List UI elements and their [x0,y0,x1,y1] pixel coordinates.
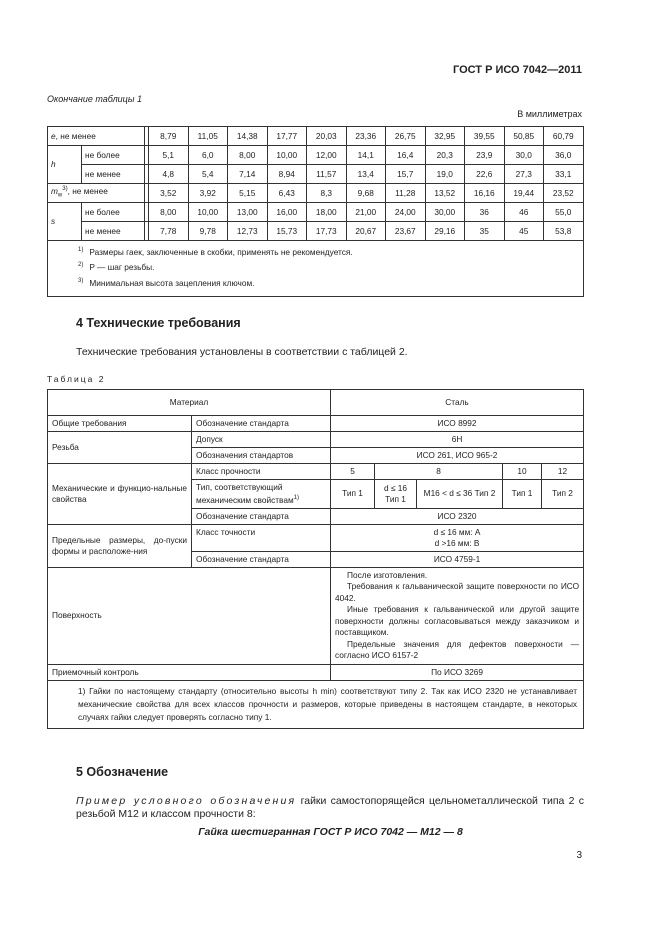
table-cell: 16,00 [267,203,307,222]
table-cell: 24,00 [386,203,426,222]
surface-requirement: После изготовления. [347,569,428,580]
table-cell: 3,92 [188,184,228,203]
table-cell: 10,00 [267,146,307,165]
thread-label: Резьба [48,432,192,464]
section5-title: 5 Обозначение [76,765,169,779]
accuracy-label: Класс точности [192,524,331,551]
footnote: $^{2)}$ P — шаг резьбы. [78,262,155,273]
thread-std-label: Обозначения стандартов [192,448,331,464]
class-label: Класс прочности [192,464,331,480]
footnote: $^{1)}$ Размеры гаек, заключенные в скобки, применять не рекомендуется. [78,246,353,257]
designation-example: Гайка шестигранная ГОСТ Р ИСО 7042 — М12 — 8 [198,826,463,838]
table-row [48,203,584,222]
table-cell: 36,0 [544,146,584,165]
table-cell: 7,78 [149,222,189,241]
table1-notes [48,241,584,297]
table-cell: 8,94 [267,165,307,184]
steel-header: Сталь [331,390,584,416]
table-cell: 50,85 [504,127,544,146]
table-cell: 15,73 [267,222,307,241]
accuracy-value: d ≤ 16 мм: A d >16 мм: B [331,524,584,551]
table-cell: 39,55 [465,127,505,146]
mech-std-value: ИСО 2320 [331,508,584,524]
table-row [48,127,584,146]
type-12: Тип 2 [542,480,584,509]
table-cell: 30,00 [425,203,465,222]
table1-caption: Окончание таблицы 1 [47,94,142,104]
table-cell: 13,4 [346,165,386,184]
table-cell: 33,1 [544,165,584,184]
table-cell: 14,1 [346,146,386,165]
table-cell: 22,6 [465,165,505,184]
table-cell: 5,4 [188,165,228,184]
requirements-table [47,389,584,729]
section4-text: Технические требования установлены в соответствии с таблицей 2. [76,346,408,358]
page-number: 3 [576,850,582,861]
table-cell: 26,75 [386,127,426,146]
table-row [48,184,584,203]
limits-label: Предельные размеры, до-пуски формы и расположе-ния [48,524,192,567]
row-label: не более [82,146,145,165]
table2-footnote: 1) Гайки по настоящему стандарту (относительно высоты h min) соответствуют типу 2. Так как ИСО 2320 не устанавливает механические свойства для всех классов прочности и размеров, которые приведены в настоящем стандарте, в некоторых случаях гайки следует проверять согласно типу 1. [48,680,584,728]
table-cell: 45 [504,222,544,241]
row-label: e, не менее [48,127,145,146]
table-cell: 36 [465,203,505,222]
example-lead: Пример условного обозначения [76,795,297,807]
mech-label: Механические и функцио-нальные свойства [48,464,192,525]
table-cell: 4,8 [149,165,189,184]
table-cell: 20,3 [425,146,465,165]
table-cell: 8,3 [307,184,347,203]
tolerance-value: 6H [331,432,584,448]
table-cell: 30,0 [504,146,544,165]
table-cell: 23,67 [386,222,426,241]
table-cell: 29,16 [425,222,465,241]
type-label: Тип, соответствующий механическим свойствам$^{1)}$ [192,480,331,509]
material-header: Материал [48,390,331,416]
table-cell: 7,14 [228,165,268,184]
table-cell: 9,78 [188,222,228,241]
table-cell: 10,00 [188,203,228,222]
row-label: не более [82,203,145,222]
class-5: 5 [331,464,375,480]
dimensions-table [47,126,584,297]
table-cell: 9,68 [346,184,386,203]
table-cell: 19,0 [425,165,465,184]
table-cell: 5,1 [149,146,189,165]
footnote: $^{3)}$ Минимальная высота зацепления ключом. [78,277,255,288]
type-10: Тип 1 [503,480,542,509]
table-cell: 16,4 [386,146,426,165]
table1-notes-row [48,241,584,297]
table-cell: 8,79 [149,127,189,146]
table-cell: 11,28 [386,184,426,203]
table-cell: 8,00 [149,203,189,222]
table-row [48,165,584,184]
table-cell: 3,52 [149,184,189,203]
table-cell: 19,44 [504,184,544,203]
table-cell: 20,03 [307,127,347,146]
table-cell: 21,00 [346,203,386,222]
class-8: 8 [375,464,503,480]
table-cell: 20,67 [346,222,386,241]
table-cell: 23,52 [544,184,584,203]
table-cell: 35 [465,222,505,241]
thread-std-value: ИСО 261, ИСО 965-2 [331,448,584,464]
table-cell: 53,8 [544,222,584,241]
example-text: гайки самостопорящейся цельнометаллической типа 2 с резьбой М12 и классом прочности 8: [76,795,585,820]
table2-caption: Таблица 2 [47,374,106,384]
table-cell: 14,38 [228,127,268,146]
limits-std-value: ИСО 4759-1 [331,551,584,567]
table-cell: 27,3 [504,165,544,184]
row-group-label: s [48,203,82,241]
type-5: Тип 1 [331,480,375,509]
table-cell: 12,00 [307,146,347,165]
surface-label: Поверхность [48,567,331,664]
type-8-large: M16 < d ≤ 36 Тип 2 [417,480,503,509]
table-cell: 13,52 [425,184,465,203]
table-cell: 32,95 [425,127,465,146]
table-cell: 55,0 [544,203,584,222]
table-cell: 11,05 [188,127,228,146]
class-12: 12 [542,464,584,480]
general-std-value: ИСО 8992 [331,416,584,432]
general-label: Общие требования [48,416,192,432]
acceptance-label: Приемочный контроль [48,664,331,680]
tolerance-label: Допуск [192,432,331,448]
table-cell: 5,15 [228,184,268,203]
acceptance-value: По ИСО 3269 [331,664,584,680]
table-cell: 23,36 [346,127,386,146]
row-label: не менее [82,165,145,184]
row-group-label: h [48,146,82,184]
table-cell: 60,79 [544,127,584,146]
class-10: 10 [503,464,542,480]
row-label: не менее [82,222,145,241]
table-row [48,146,584,165]
surface-requirement: Требования к гальванической защите поверхности по ИСО 4042. [335,581,580,603]
standard-header: ГОСТ Р ИСО 7042—2011 [452,64,582,76]
surface-requirement: Предельные значения для дефектов поверхности — согласно ИСО 6157-2 [335,638,580,661]
table-cell: 6,43 [267,184,307,203]
mech-std-label: Обозначение стандарта [192,508,331,524]
table-cell: 23,9 [465,146,505,165]
table-cell: 8,00 [228,146,268,165]
table-cell: 16,16 [465,184,505,203]
surface-text [331,567,584,664]
section4-title: 4 Технические требования [76,316,241,330]
table-cell: 6,0 [188,146,228,165]
table-cell: 11,57 [307,165,347,184]
limits-std-label: Обозначение стандарта [192,551,331,567]
units-label: В миллиметрах [517,109,582,119]
table-cell: 17,73 [307,222,347,241]
surface-requirement: Иные требования к гальванической или другой защите поверхности должны согласовываться между заказчиком и поставщиком. [335,604,580,638]
example-paragraph [76,795,584,821]
table-cell: 17,77 [267,127,307,146]
table-cell: 15,7 [386,165,426,184]
table-cell: 13,00 [228,203,268,222]
table-cell: 12,73 [228,222,268,241]
type-8-small: d ≤ 16 Тип 1 [375,480,417,509]
table-cell: 18,00 [307,203,347,222]
row-label: $m_w^{3)}$, не менее [48,184,145,203]
table-row [48,222,584,241]
general-std-label: Обозначение стандарта [192,416,331,432]
table-cell: 46 [504,203,544,222]
